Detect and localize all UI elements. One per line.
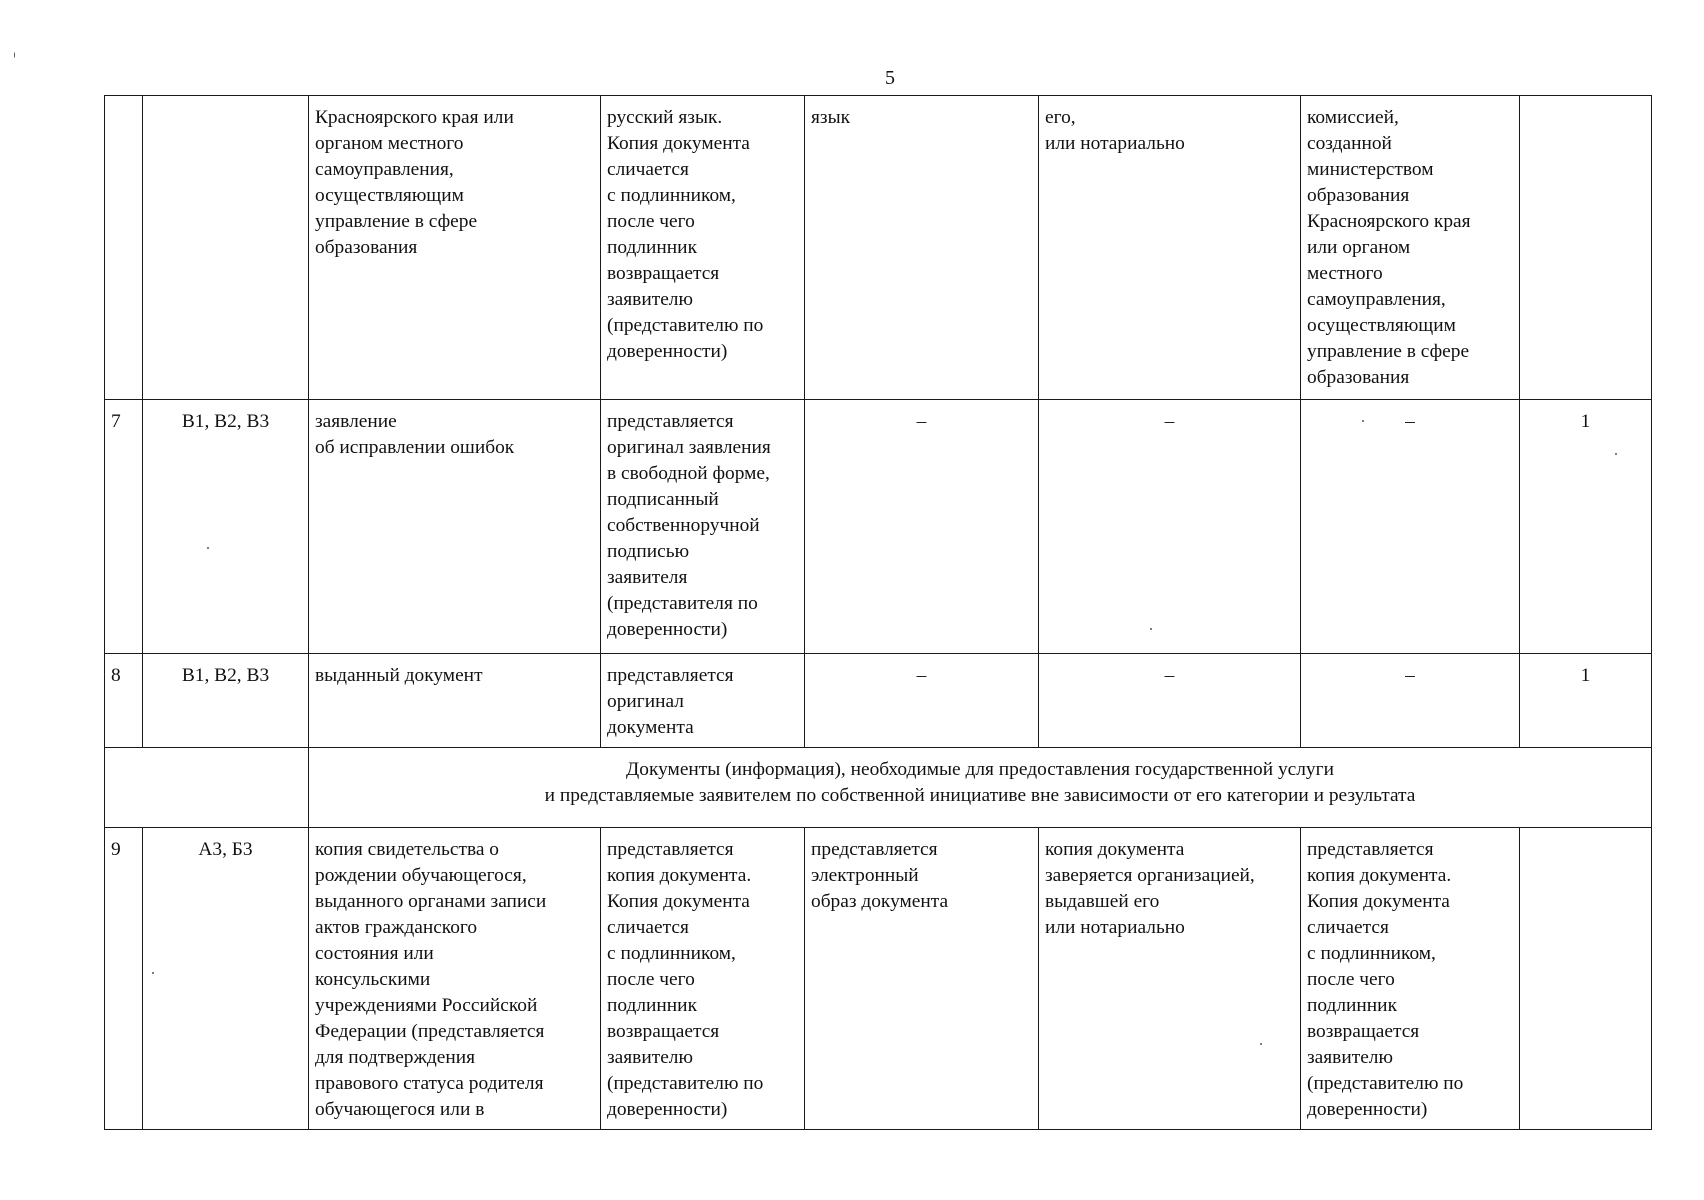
scan-speck (1260, 1043, 1262, 1045)
document-name-cell: копия свидетельства о рождении обучающегося, выданного органами записи актов гражданского состояния или консульскими учреждениями Российской Федерации (представляется для подтверждения правового статуса родителя обучающегося или в (309, 828, 601, 1130)
electronic-submission-cell: – (805, 654, 1039, 748)
paper-submission-cell: представляется оригинал документа (601, 654, 805, 748)
page-number: 5 (885, 67, 895, 89)
electronic-submission-cell: представляется электронный образ документа (805, 828, 1039, 1130)
certification-cell: копия документа заверяется организацией, выдавшей его или нотариально (1039, 828, 1301, 1130)
row-number-cell: 7 (105, 400, 143, 654)
table-row (105, 828, 1652, 1130)
personal-submission-cell: – (1301, 654, 1520, 748)
applicant-codes-cell: А3, Б3 (143, 828, 309, 1130)
certification-cell: – (1039, 400, 1301, 654)
table-row (105, 400, 1652, 654)
section-heading-row (105, 748, 1652, 828)
applicant-codes-cell (143, 96, 309, 400)
documents-table (104, 95, 1652, 1130)
personal-submission-cell: представляется копия документа. Копия документа сличается с подлинником, после чего подлинник возвращается заявителю (представителю по доверенности) (1301, 828, 1520, 1130)
section-heading: Документы (информация), необходимые для предоставления государственной услуги и представляемые заявителем по собственной инициативе вне зависимости от его категории и результата (309, 748, 1652, 828)
applicant-codes-cell: В1, В2, В3 (143, 400, 309, 654)
certification-cell: – (1039, 654, 1301, 748)
paper-submission-cell: представляется копия документа. Копия документа сличается с подлинником, после чего подлинник возвращается заявителю (представителю по доверенности) (601, 828, 805, 1130)
row-number-cell: 9 (105, 828, 143, 1130)
table-row (105, 96, 1652, 400)
electronic-submission-cell: язык (805, 96, 1039, 400)
electronic-submission-cell: – (805, 400, 1039, 654)
section-empty-cell (105, 748, 309, 828)
scan-speck (1615, 453, 1617, 455)
certification-cell: его, или нотариально (1039, 96, 1301, 400)
scan-speck (14, 52, 15, 58)
scan-speck (152, 972, 154, 974)
document-name-cell: выданный документ (309, 654, 601, 748)
scan-speck (207, 547, 209, 549)
personal-submission-cell: комиссией, созданной министерством образования Красноярского края или органом местного самоуправления, осуществляющим управление в сфере образования (1301, 96, 1520, 400)
row-number-cell: 8 (105, 654, 143, 748)
applicant-codes-cell: В1, В2, В3 (143, 654, 309, 748)
table-row (105, 654, 1652, 748)
document-name-cell: заявление об исправлении ошибок (309, 400, 601, 654)
paper-submission-cell: русский язык. Копия документа сличается с подлинником, после чего подлинник возвращается заявителю (представителю по доверенности) (601, 96, 805, 400)
quantity-cell (1520, 828, 1652, 1130)
quantity-cell (1520, 96, 1652, 400)
quantity-cell: 1 (1520, 654, 1652, 748)
scan-speck (1150, 628, 1152, 630)
scan-speck (1362, 420, 1364, 422)
quantity-cell: 1 (1520, 400, 1652, 654)
document-name-cell: Красноярского края или органом местного самоуправления, осуществляющим управление в сфере образования (309, 96, 601, 400)
row-number-cell (105, 96, 143, 400)
personal-submission-cell: – (1301, 400, 1520, 654)
paper-submission-cell: представляется оригинал заявления в свободной форме, подписанный собственноручной подписью заявителя (представителя по доверенности) (601, 400, 805, 654)
